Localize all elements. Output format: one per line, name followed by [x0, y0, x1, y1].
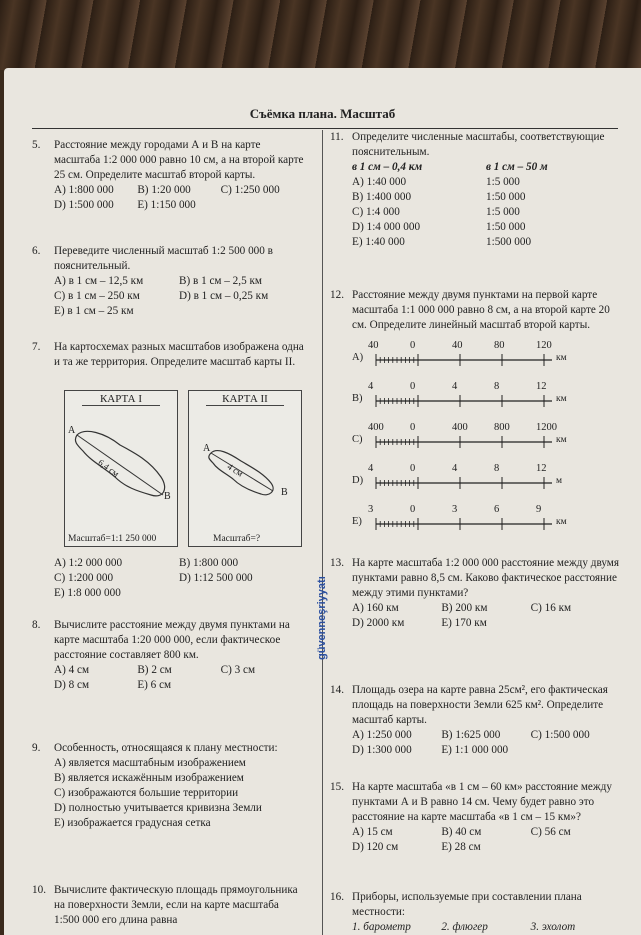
scale-tick-label: 6	[494, 504, 500, 515]
distance-label: 6,4 см	[96, 457, 121, 479]
answer-option[interactable]: E) 1:40 000	[352, 236, 405, 248]
answer-option[interactable]: C) 1:500 000	[530, 729, 590, 741]
scale-tick-label: 8	[494, 463, 500, 474]
scale-tick-label: 80	[494, 340, 505, 351]
question-15	[330, 780, 620, 855]
answer-option[interactable]: A) 1:800 000	[54, 184, 114, 196]
instrument-item: 3. эхолот	[530, 921, 576, 933]
map-scale: Масштаб=1:1 250 000	[68, 534, 157, 544]
answer-option[interactable]: D) 1:4 000 000	[352, 221, 421, 233]
question-number: 9.	[32, 742, 41, 754]
question-stem: На карте масштаба 1:2 000 000 расстояние между двумя пунктами равно 8,5 см. Каково фактическое расстояние между этими пунктами?	[352, 557, 620, 599]
answer-option[interactable]: A) 1:40 000	[352, 176, 407, 188]
textbook-page	[4, 68, 641, 935]
question-number: 5.	[32, 139, 41, 151]
scale-tick-label: 9	[536, 504, 542, 515]
answer-option[interactable]: B) 1:800 000	[179, 557, 239, 569]
answer-option[interactable]: C) 16 км	[530, 602, 572, 614]
scale-unit: км	[556, 517, 567, 527]
map-1	[64, 390, 178, 547]
question-5	[32, 138, 304, 213]
territory-shape-2	[189, 391, 301, 546]
scale-tick-label: 4	[368, 381, 374, 392]
question-number: 8.	[32, 619, 41, 631]
question-9	[32, 741, 304, 831]
answer-option[interactable]: E) 1:1 000 000	[441, 744, 509, 756]
question-stem: Переведите численный масштаб 1:2 500 000 в пояснительный.	[54, 245, 273, 272]
answer-option[interactable]: E) 170 км	[441, 617, 487, 629]
linear-scale-option[interactable]	[330, 381, 620, 411]
answer-option[interactable]: D) 8 см	[54, 679, 90, 691]
scale-tick-label: 3	[368, 504, 374, 515]
question-stem: На картосхемах разных масштабов изображена одна и та же территория. Определите масштаб карты II.	[54, 341, 304, 368]
answer-option[interactable]: D) 1:500 000	[54, 199, 114, 211]
answer-option[interactable]: A) 1:2 000 000	[54, 557, 123, 569]
point-b-label: B	[164, 491, 171, 502]
answer-value: 1:500 000	[486, 236, 532, 248]
answer-value: 1:5 000	[486, 176, 520, 188]
answer-option[interactable]: A) в 1 см – 12,5 км	[54, 275, 144, 287]
answer-option[interactable]: A) 4 см	[54, 664, 90, 676]
question-stem: Приборы, используемые при составлении плана местности:	[352, 891, 582, 918]
question-13	[330, 556, 620, 631]
linear-scale-option[interactable]	[330, 504, 620, 534]
question-8	[32, 618, 304, 693]
answer-option[interactable]: C) 56 см	[530, 826, 571, 838]
question-number: 13.	[330, 557, 344, 569]
answer-option[interactable]: B) 40 см	[441, 826, 482, 838]
point-a-label: A	[68, 425, 76, 436]
column-heading: в 1 см – 0,4 км	[352, 161, 423, 173]
question-stem: Расстояние между городами А и В на карте масштаба 1:2 000 000 равно 10 см, а на второй карте 25 см. Определите масштаб второй карты.	[54, 139, 304, 181]
question-number: 11.	[330, 131, 344, 143]
question-stem: На карте масштаба «в 1 см – 60 км» расстояние между пунктами А и В равно 14 см. Чему будет равно это расстояние на карте масштаба «в 1 см – 15 км»?	[352, 781, 612, 823]
point-b-label: B	[281, 487, 288, 498]
territory-shape-1	[65, 391, 177, 546]
answer-option[interactable]: B) 2 см	[137, 664, 172, 676]
answer-value: 1:50 000	[486, 221, 526, 233]
question-stem: Определите численные масштабы, соответствующие пояснительным.	[352, 131, 605, 158]
scale-tick-label: 0	[410, 463, 416, 474]
option-label: E)	[352, 516, 362, 527]
column-heading: в 1 см – 50 м	[486, 161, 548, 173]
answer-value: 1:5 000	[486, 206, 520, 218]
answer-option[interactable]: D) в 1 см – 0,25 км	[179, 290, 269, 302]
scale-tick-label: 0	[410, 504, 416, 515]
answer-option[interactable]: C) 1:200 000	[54, 572, 114, 584]
answer-value: 1:50 000	[486, 191, 526, 203]
scale-tick-label: 4	[368, 463, 374, 474]
question-7-answers	[32, 556, 304, 601]
scale-unit: км	[556, 435, 567, 445]
scale-tick-label: 0	[410, 381, 416, 392]
question-number: 15.	[330, 781, 344, 793]
scale-tick-label: 120	[536, 340, 552, 351]
question-number: 14.	[330, 684, 344, 696]
scale-unit: км	[556, 353, 567, 363]
answer-option[interactable]: E) изображается градусная сетка	[54, 817, 211, 829]
question-stem: Расстояние между двумя пунктами на первой карте масштаба 1:1 000 000 равно 8 см, а на второй карте 20 см. Определите линейный масштаб второй карты.	[352, 289, 610, 331]
scale-tick-label: 0	[410, 340, 416, 351]
question-stem: Особенность, относящаяся к плану местности:	[54, 742, 278, 754]
answer-row	[54, 183, 304, 198]
map-title: КАРТА II	[206, 393, 284, 406]
question-number: 12.	[330, 289, 344, 301]
scale-bar	[330, 504, 620, 534]
answer-option[interactable]: E) 1:8 000 000	[54, 587, 121, 599]
point-a-label: A	[203, 443, 211, 454]
question-11	[330, 130, 620, 250]
question-10	[32, 883, 304, 928]
scale-tick-label: 12	[536, 381, 547, 392]
map-2	[188, 390, 302, 547]
page-title: Съёмка плана. Масштаб	[249, 106, 396, 121]
answer-option[interactable]: B) в 1 см – 2,5 км	[179, 275, 262, 287]
answer-option[interactable]: C) 1:4 000	[352, 206, 400, 218]
question-6	[32, 244, 304, 319]
answer-row	[54, 198, 304, 213]
wooden-table	[0, 0, 641, 70]
scale-bar	[330, 381, 620, 411]
question-number: 16.	[330, 891, 344, 903]
answer-option[interactable]: A) 1:250 000	[352, 729, 412, 741]
answer-option[interactable]: E) 1:150 000	[137, 199, 196, 211]
scale-tick-label: 0	[410, 422, 416, 433]
answer-option[interactable]: D) полностью учитывается кривизна Земли	[54, 802, 262, 814]
option-label: A)	[352, 352, 364, 363]
map-scale: Масштаб=?	[213, 534, 261, 544]
answer-option[interactable]: E) в 1 см – 25 км	[54, 305, 134, 317]
answer-option[interactable]: B) 1:625 000	[441, 729, 501, 741]
question-14	[330, 683, 620, 758]
question-number: 6.	[32, 245, 41, 257]
scale-tick-label: 400	[368, 422, 384, 433]
answer-option[interactable]: E) 6 см	[137, 679, 172, 691]
answer-option[interactable]: D) 1:12 500 000	[179, 572, 253, 584]
answer-option[interactable]: C) изображаются большие территории	[54, 787, 239, 799]
answer-option[interactable]: A) 15 см	[352, 826, 393, 838]
scale-tick-label: 4	[452, 381, 458, 392]
linear-scale-option[interactable]	[330, 422, 620, 452]
header-rule	[32, 128, 618, 129]
question-stem: Вычислите расстояние между двумя пунктами на карте масштаба 1:20 000 000, если фактическое расстояние составляет 800 км.	[54, 619, 290, 661]
answer-option[interactable]: B) является искажённым изображением	[54, 772, 244, 784]
linear-scale-option[interactable]	[330, 463, 620, 493]
question-12	[330, 288, 620, 333]
question-7	[32, 340, 304, 370]
scale-tick-label: 8	[494, 381, 500, 392]
instrument-item: 2. флюгер	[441, 921, 488, 933]
option-label: B)	[352, 393, 363, 404]
scale-tick-label: 1200	[536, 422, 557, 433]
linear-scale-option[interactable]	[330, 340, 620, 370]
answer-option[interactable]: B) 1:20 000	[137, 184, 191, 196]
question-stem: Вычислите фактическую площадь прямоугольника на поверхности Земли, если на карте масштаба 1:500 000 его длина равна	[54, 884, 298, 926]
option-label: C)	[352, 434, 363, 445]
question-16	[330, 890, 620, 935]
answer-option[interactable]: D) 1:300 000	[352, 744, 412, 756]
scale-tick-label: 4	[452, 463, 458, 474]
question-stem: Площадь озера на карте равна 25см², его фактическая площадь на поверхности Земли 625 км². Определите масштаб карты.	[352, 684, 608, 726]
answer-option[interactable]: E) 28 см	[441, 841, 481, 853]
answer-option[interactable]: B) 1:400 000	[352, 191, 412, 203]
question-number: 10.	[32, 884, 46, 896]
map-title: КАРТА I	[82, 393, 160, 406]
scale-tick-label: 40	[368, 340, 379, 351]
instrument-item: 1. барометр	[352, 921, 411, 933]
scale-tick-label: 800	[494, 422, 510, 433]
answer-option[interactable]: B) 200 км	[441, 602, 488, 614]
answer-option[interactable]: D) 2000 км	[352, 617, 405, 629]
answer-option[interactable]: D) 120 см	[352, 841, 399, 853]
scale-tick-label: 400	[452, 422, 468, 433]
option-label: D)	[352, 475, 364, 486]
publisher-logo-text: güvenneşriyyatı	[316, 576, 328, 660]
scale-tick-label: 12	[536, 463, 547, 474]
scale-bar	[330, 463, 620, 493]
answer-option[interactable]: C) 1:250 000	[220, 184, 280, 196]
scale-unit: м	[556, 476, 563, 486]
answer-option[interactable]: C) в 1 см – 250 км	[54, 290, 140, 302]
answer-option[interactable]: C) 3 см	[220, 664, 256, 676]
question-number: 7.	[32, 341, 41, 353]
scale-tick-label: 3	[452, 504, 458, 515]
answer-option[interactable]: A) является масштабным изображением	[54, 757, 246, 769]
answer-option[interactable]: A) 160 км	[352, 602, 399, 614]
scale-tick-label: 40	[452, 340, 463, 351]
distance-label: 4 см	[225, 461, 245, 479]
column-divider	[322, 130, 323, 935]
scale-unit: км	[556, 394, 567, 404]
